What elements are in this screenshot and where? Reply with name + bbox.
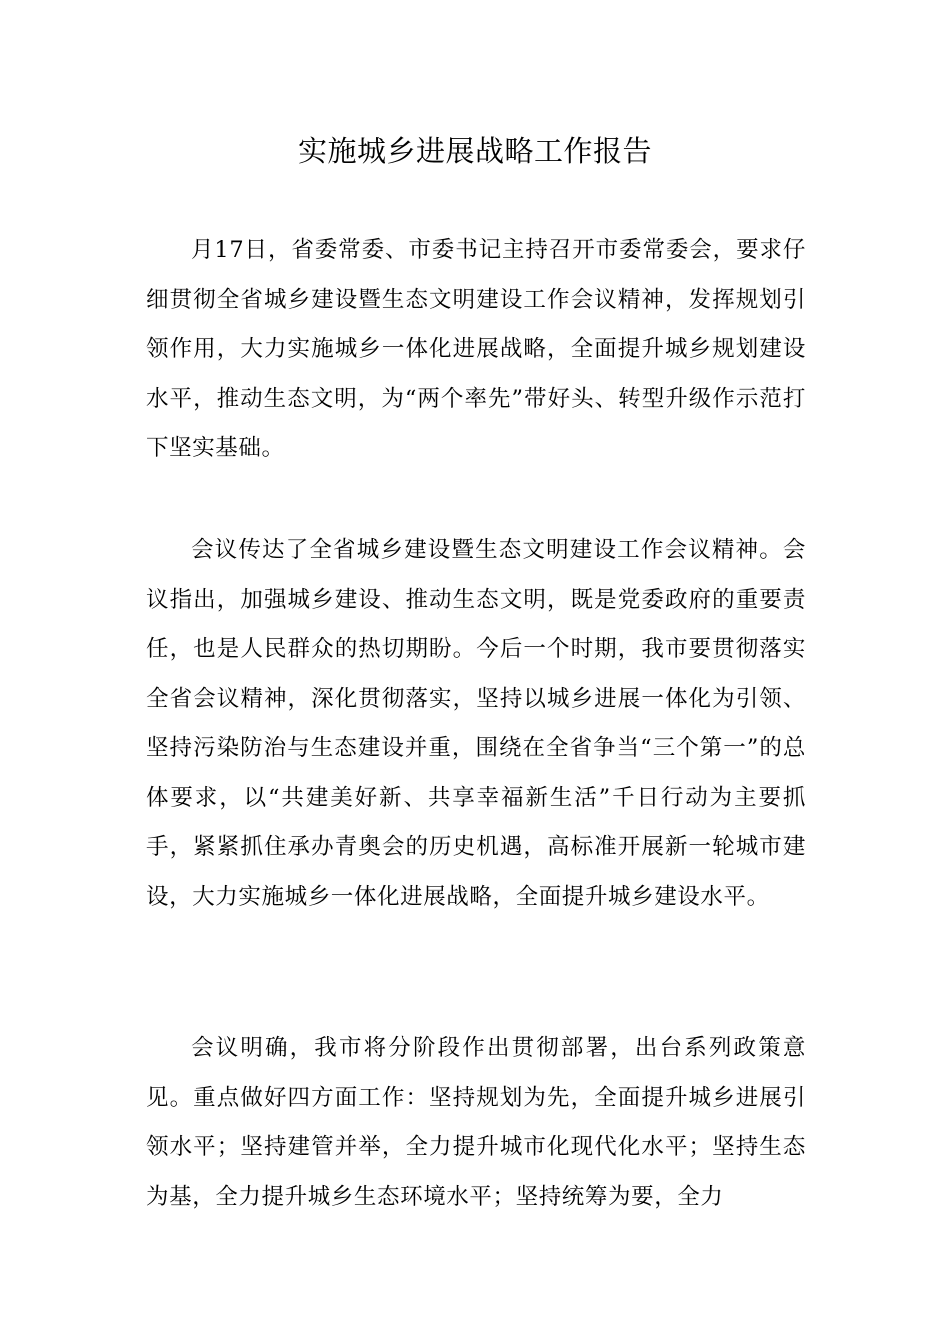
paragraph-1: 月17日，省委常委、市委书记主持召开市委常委会，要求仔细贯彻全省城乡建设暨生态文明建设工作会议精神，发挥规划引领作用，大力实施城乡一体化进展战略，全面提升城乡规划建设水平，推动生态文明，为“两个率先”带好头、转型升级作示范打下坚实基础。: [146, 237, 806, 461]
paragraph-3: 会议明确，我市将分阶段作出贯彻部署，出台系列政策意见。重点做好四方面工作：坚持规划为先，全面提升城乡进展引领水平；坚持建管并举，全力提升城市化现代化水平；坚持生态为基，全力提升城乡生态环境水平；坚持统筹为要，全力: [146, 1035, 806, 1210]
document-title: 实施城乡进展战略工作报告: [297, 134, 652, 168]
paragraph-2: 会议传达了全省城乡建设暨生态文明建设工作会议精神。会议指出，加强城乡建设、推动生态文明，既是党委政府的重要责任，也是人民群众的热切期盼。今后一个时期，我市要贯彻落实全省会议精神，深化贯彻落实，坚持以城乡进展一体化为引领、坚持污染防治与生态建设并重，围绕在全省争当“三个第一”的总体要求，以“共建美好新、共享幸福新生活”千日行动为主要抓手，紧紧抓住承办青奥会的历史机遇，高标准开展新一轮城市建设，大力实施城乡一体化进展战略，全面提升城乡建设水平。: [146, 537, 806, 910]
